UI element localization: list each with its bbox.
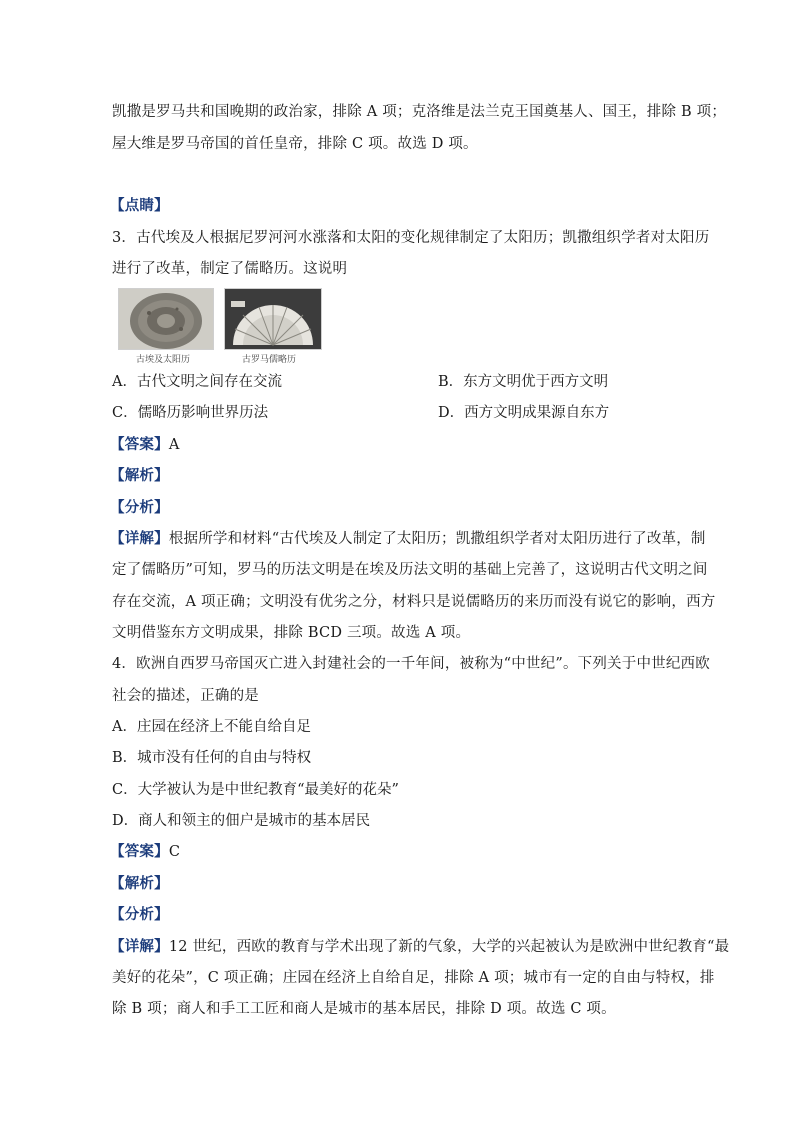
q4-answer-value: C (168, 844, 181, 860)
julian-calendar-image (224, 288, 322, 350)
q4-option-a: A．庄园在经济上不能自给自足 (112, 719, 311, 735)
dianjing-heading: 【点睛】 (110, 197, 169, 214)
intro-line-1: 凯撒是罗马共和国晚期的政治家，排除 A 项；克洛维是法兰克王国奠基人、国王，排除 B 项； (112, 104, 727, 120)
q4-answer-row (110, 842, 180, 862)
q3-detail-line-1 (110, 529, 706, 549)
q4-detail-line-2: 美好的花朵”，C 项正确；庄园在经济上自给自足，排除 A 项；城市有一定的自由与特权，排 (112, 970, 715, 986)
q4-stem-line-1: 4．欧洲自西罗马帝国灭亡进入封建社会的一千年间，被称为“中世纪”。下列关于中世纪西欧 (112, 656, 710, 672)
q3-answer-value: A (168, 437, 180, 453)
q3-option-c: C．儒略历影响世界历法 (112, 405, 269, 421)
q4-detail-text-1: 12 世纪，西欧的教育与学术出现了新的气象，大学的兴起被认为是欧洲中世纪教育“最 (168, 939, 730, 955)
q3-detail-line-4: 文明借鉴东方文明成果，排除 BCD 三项。故选 A 项。 (112, 625, 471, 641)
q4-fenxi-heading: 【分析】 (110, 906, 169, 923)
q4-detail-line-3: 除 B 项；商人和手工工匠和商人是城市的基本居民，排除 D 项。故选 C 项。 (112, 1001, 616, 1017)
q4-stem-line-2: 社会的描述，正确的是 (112, 688, 259, 704)
intro-line-2: 屋大维是罗马帝国的首任皇帝，排除 C 项。故选 D 项。 (112, 136, 478, 152)
q4-jiexi-heading: 【解析】 (110, 875, 169, 892)
q3-detail-line-3: 存在交流，A 项正确；文明没有优劣之分，材料只是说儒略历的来历而没有说它的影响，西方 (112, 594, 716, 610)
q4-option-c: C．大学被认为是中世纪教育“最美好的花朵” (112, 782, 399, 798)
q3-option-b: B．东方文明优于西方文明 (438, 374, 609, 390)
q3-stem-line-1: 3．古代埃及人根据尼罗河河水涨落和太阳的变化规律制定了太阳历；凯撒组织学者对太阳历 (112, 230, 710, 246)
q3-answer-row (110, 435, 179, 455)
q3-option-d: D．西方文明成果源自东方 (438, 405, 610, 421)
q3-answer-heading: 【答案】 (110, 436, 169, 453)
q4-answer-heading: 【答案】 (110, 843, 169, 860)
q3-detail-line-2: 定了儒略历”可知，罗马的历法文明是在埃及历法文明的基础上完善了，这说明古代文明之间 (112, 562, 708, 578)
q4-option-b: B．城市没有任何的自由与特权 (112, 750, 312, 766)
q3-detail-text-1: 根据所学和材料“古代埃及人制定了太阳历；凯撒组织学者对太阳历进行了改革，制 (168, 531, 706, 547)
q3-detail-heading: 【详解】 (110, 530, 169, 547)
julian-calendar-caption: 古罗马儒略历 (242, 355, 297, 365)
q3-fenxi-heading: 【分析】 (110, 499, 169, 516)
q3-jiexi-heading: 【解析】 (110, 467, 169, 484)
q4-detail-line-1 (110, 937, 729, 957)
q3-option-a: A．古代文明之间存在交流 (112, 374, 282, 390)
q3-stem-line-2: 进行了改革，制定了儒略历。这说明 (112, 261, 348, 277)
q3-figure (118, 288, 324, 366)
q4-detail-heading: 【详解】 (110, 938, 169, 955)
q4-option-d: D．商人和领主的佃户是城市的基本居民 (112, 813, 371, 829)
egypt-calendar-image (118, 288, 214, 350)
egypt-calendar-caption: 古埃及太阳历 (136, 355, 191, 365)
